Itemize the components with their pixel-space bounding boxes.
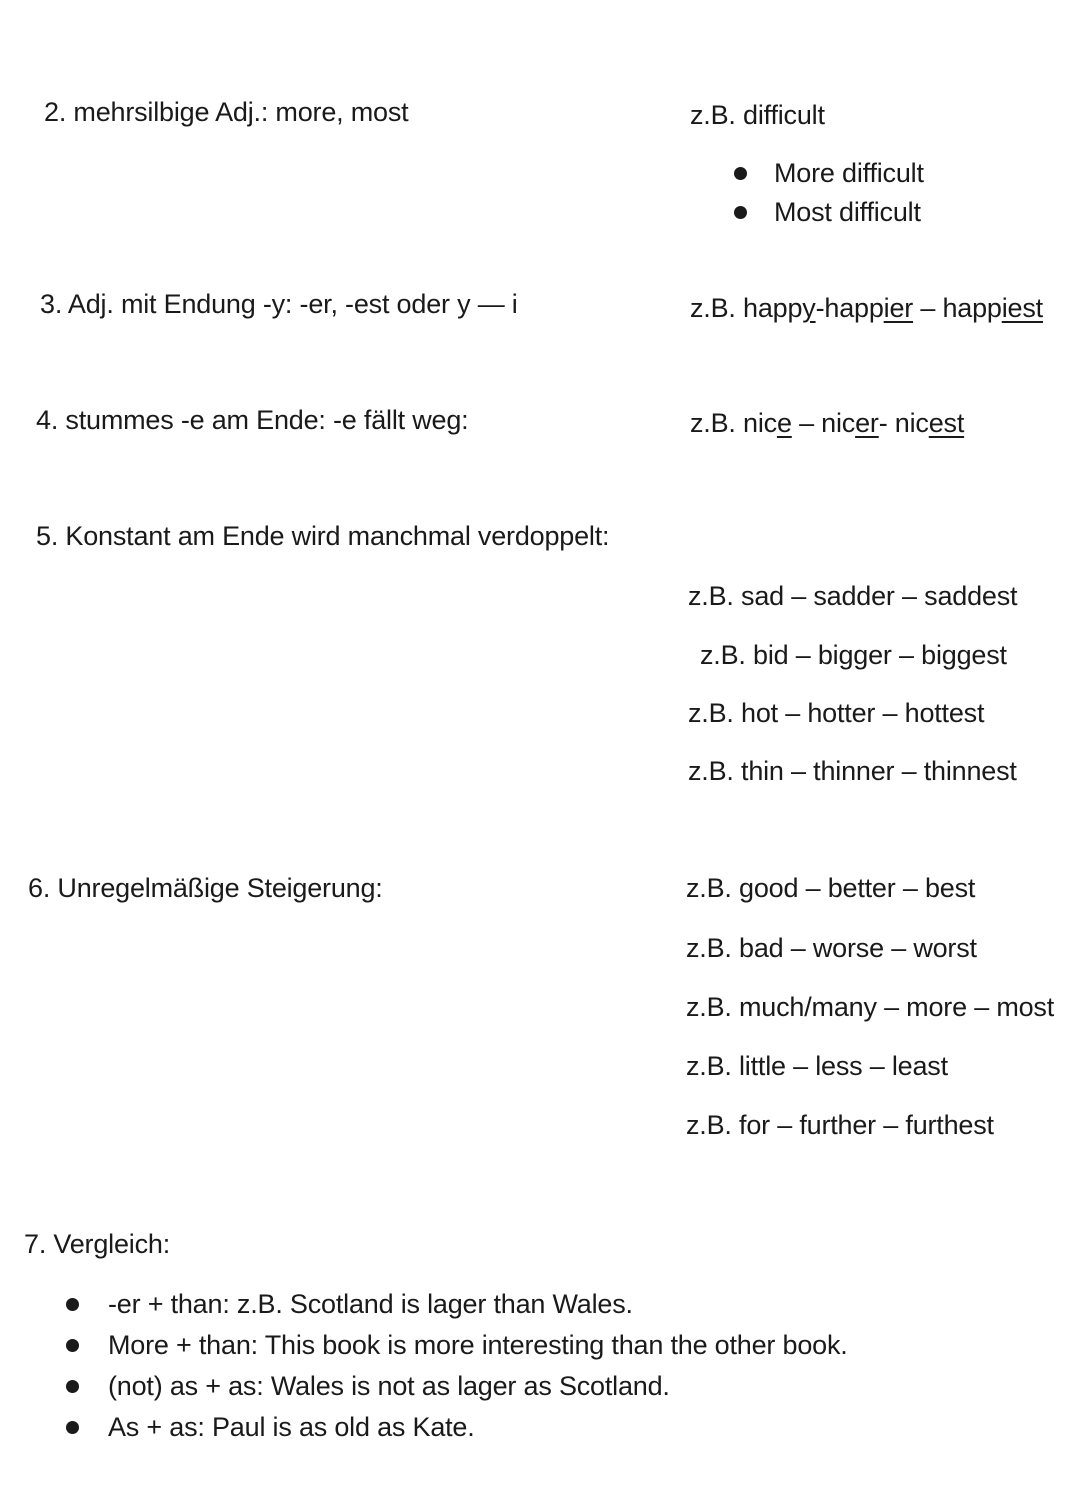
rule-5-example: z.B. hot – hotter – hottest bbox=[688, 698, 985, 728]
rule-6-example: z.B. good – better – best bbox=[686, 873, 976, 903]
list-item: -er + than: z.B. Scotland is lager than Wales. bbox=[66, 1288, 848, 1329]
rule-2-heading: 2. mehrsilbige Adj.: more, most bbox=[44, 97, 409, 127]
rule-3-heading: 3. Adj. mit Endung -y: -er, -est oder y — i bbox=[40, 289, 518, 319]
rule-5-example: z.B. thin – thinner – thinnest bbox=[688, 756, 1017, 786]
rule-7-heading: 7. Vergleich: bbox=[24, 1229, 170, 1259]
rule-6-example: z.B. for – further – furthest bbox=[686, 1110, 994, 1140]
rule-2-bullet-list bbox=[734, 157, 924, 235]
list-item: Most difficult bbox=[734, 196, 924, 235]
rule-5-example: z.B. sad – sadder – saddest bbox=[688, 581, 1018, 611]
list-item: More + than: This book is more interesting than the other book. bbox=[66, 1329, 848, 1370]
bullet-icon bbox=[734, 206, 747, 219]
rule-3-example: z.B. happy-happier – happiest bbox=[690, 293, 1043, 323]
rule-6-example: z.B. little – less – least bbox=[686, 1051, 948, 1081]
rule-6-example: z.B. bad – worse – worst bbox=[686, 933, 977, 963]
bullet-icon bbox=[734, 167, 747, 180]
rule-6-example: z.B. much/many – more – most bbox=[686, 992, 1055, 1022]
bullet-icon bbox=[66, 1421, 79, 1434]
bullet-icon bbox=[66, 1380, 79, 1393]
list-item: As + as: Paul is as old as Kate. bbox=[66, 1411, 848, 1452]
rule-4-heading: 4. stummes -e am Ende: -e fällt weg: bbox=[36, 405, 469, 435]
rule-6-heading: 6. Unregelmäßige Steigerung: bbox=[28, 873, 383, 903]
bullet-icon bbox=[66, 1339, 79, 1352]
rule-2-example: z.B. difficult bbox=[690, 100, 825, 130]
list-item: (not) as + as: Wales is not as lager as Scotland. bbox=[66, 1370, 848, 1411]
rule-5-heading: 5. Konstant am Ende wird manchmal verdoppelt: bbox=[36, 521, 610, 551]
rule-4-example: z.B. nice – nicer- nicest bbox=[690, 408, 965, 438]
rule-5-example: z.B. bid – bigger – biggest bbox=[700, 640, 1007, 670]
rule-7-bullet-list bbox=[66, 1288, 848, 1452]
bullet-icon bbox=[66, 1298, 79, 1311]
list-item: More difficult bbox=[734, 157, 924, 196]
